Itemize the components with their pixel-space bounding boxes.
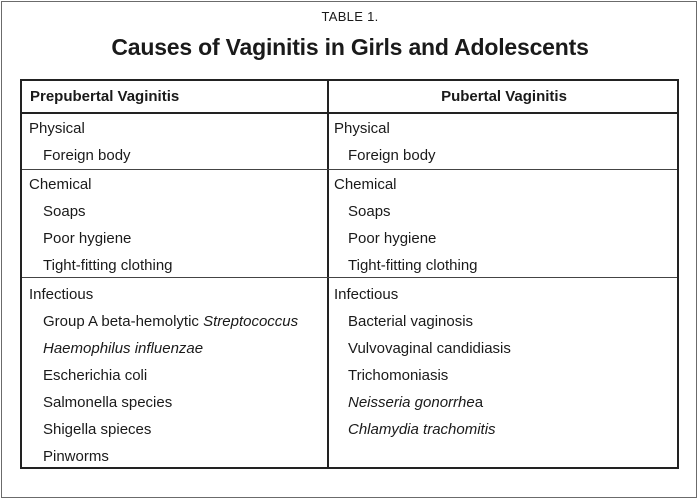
group-divider-chemical [22, 277, 677, 278]
left-infectious-item: Pinworms [43, 448, 109, 465]
right-physical-heading: Physical [334, 120, 390, 137]
group-divider-physical [22, 169, 677, 170]
left-infectious-item: Haemophilus influenzae [43, 340, 204, 357]
left-chemical-item: Tight-fitting clothing [43, 257, 173, 274]
left-chemical-item: Soaps [43, 203, 86, 220]
right-infectious-item: Trichomoniasis [348, 367, 449, 384]
right-chemical-item: Tight-fitting clothing [348, 257, 478, 274]
right-infectious-item: Vulvovaginal candidiasis [348, 340, 511, 357]
right-chemical-item: Poor hygiene [348, 230, 437, 247]
right-infectious-item: Bacterial vaginosis [348, 313, 474, 330]
right-physical-item: Foreign body [348, 147, 436, 164]
left-infectious-item: Shigella spieces [43, 421, 152, 438]
left-physical-item: Foreign body [43, 147, 131, 164]
table-label: TABLE 1. [321, 9, 379, 24]
item-italic-text: Neisseria gonorrhe [348, 394, 475, 411]
right-infectious-item: Chlamydia trachomitis [348, 421, 496, 438]
left-infectious-item: Escherichia coli [43, 367, 148, 384]
left-physical-heading: Physical [29, 120, 85, 137]
left-chemical-heading: Chemical [29, 176, 92, 193]
column-header-pubertal: Pubertal Vaginitis [441, 88, 567, 105]
item-plain-text: a [474, 394, 484, 411]
column-header-prepubertal: Prepubertal Vaginitis [30, 88, 180, 105]
right-infectious-heading: Infectious [334, 286, 399, 303]
header-divider [22, 112, 677, 114]
table-title: Causes of Vaginitis in Girls and Adolescents [111, 34, 589, 60]
right-chemical-heading: Chemical [334, 176, 397, 193]
column-divider [327, 81, 329, 467]
right-infectious-item [348, 394, 483, 411]
right-chemical-item: Soaps [348, 203, 391, 220]
left-infectious-item: Salmonella species [43, 394, 173, 411]
left-infectious-item [43, 313, 298, 330]
item-plain-text: Group A beta-hemolytic [43, 313, 204, 330]
item-italic-text: Streptococcus [203, 313, 299, 330]
causes-table [20, 79, 679, 469]
left-infectious-heading: Infectious [29, 286, 94, 303]
left-chemical-item: Poor hygiene [43, 230, 132, 247]
